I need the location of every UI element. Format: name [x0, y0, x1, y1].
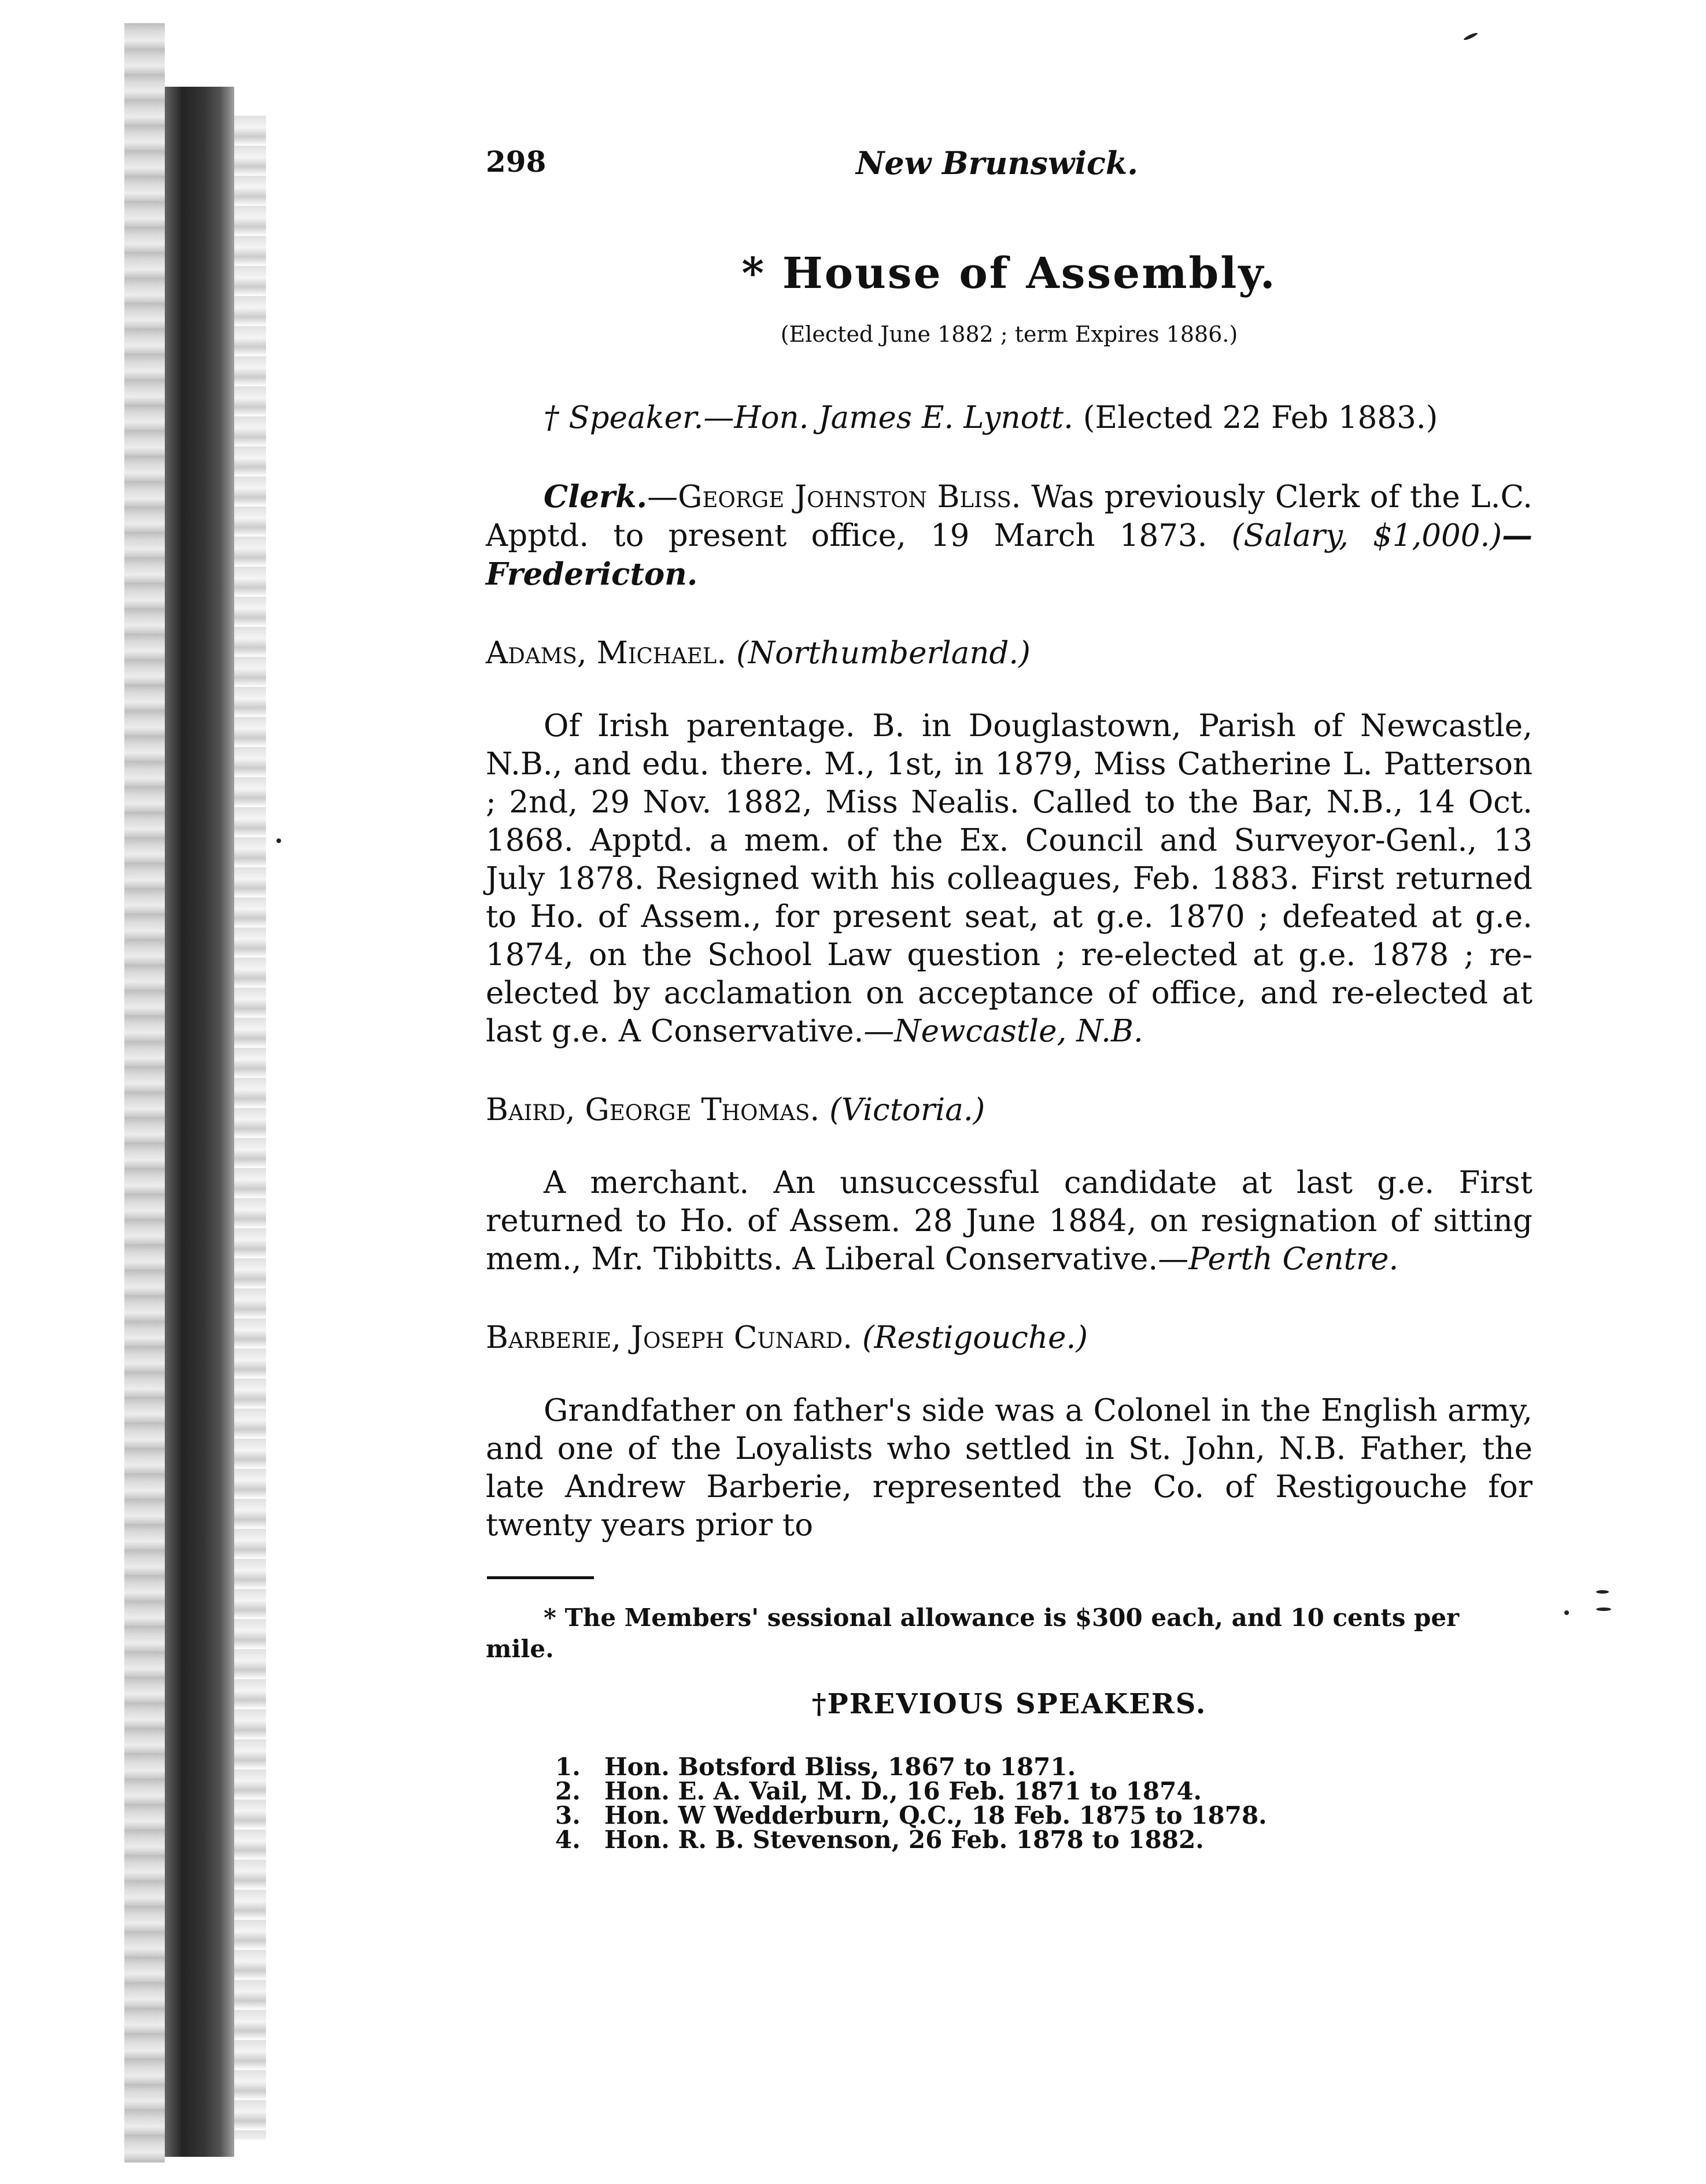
- section-title: * House of Assembly.: [741, 249, 1277, 298]
- member-name: Baird, George Thomas.: [486, 1092, 820, 1128]
- list-number: 4.: [555, 1825, 581, 1854]
- member-place: —Perth Centre.: [1158, 1241, 1399, 1277]
- page-content: [486, 145, 1533, 1852]
- member-place: —Newcastle, N.B.: [863, 1014, 1143, 1049]
- clerk-salary: (Salary, $1,000.): [1231, 518, 1502, 553]
- member-bio-text: Of Irish parentage. B. in Douglastown, Parish of Newcastle, N.B., and edu. there. M., 1st, in 1879, Miss Catherine L. Patterson ; 2nd, 29 Nov. 1882, Miss Nealis. Called to the Bar, N.B., 14 Oct. 1868. Apptd. a mem. of the Ex. Council and Surveyor-Genl., 13 July 1878. Resigned with his colleagues, Feb. 1883. First returned to Ho. of Assem., for present seat, at g.e. 1870 ; defeated at g.e. 1874, on the School Law question ; re-elected at g.e. 1878 ; re-elected by acclamation on acceptance of office, and re-elected at last g.e. A Conservative.: [486, 708, 1533, 1049]
- scan-speck: [1564, 1610, 1569, 1615]
- running-title: New Brunswick.: [856, 145, 1139, 182]
- list-text: Hon. R. B. Stevenson, 26 Feb. 1878 to 1882.: [604, 1825, 1204, 1854]
- previous-speakers-heading: †PREVIOUS SPEAKERS.: [811, 1688, 1207, 1720]
- list-text: Hon. E. A. Vail, M. D., 16 Feb. 1871 to 1874.: [604, 1777, 1202, 1805]
- clerk-role: Clerk.: [544, 479, 648, 515]
- member-bio: [486, 707, 1533, 1051]
- member-name: Adams, Michael.: [486, 635, 727, 671]
- speaker-name: —Hon. James E. Lynott.: [703, 400, 1073, 435]
- list-number: 2.: [555, 1777, 581, 1805]
- speaker-note: (Elected 22 Feb 1883.): [1083, 400, 1438, 435]
- member-bio-text: A merchant. An unsuccessful candidate at last g.e. First returned to Ho. of Assem. 28 June 1884, on resignation of sitting mem., Mr. Tibbitts. A Liberal Conservative.: [486, 1165, 1533, 1277]
- list-text: Hon. W Wedderburn, Q.C., 18 Feb. 1875 to 1878.: [604, 1801, 1267, 1830]
- member-district: (Northumberland.): [736, 635, 1031, 671]
- list-item: [555, 1779, 1533, 1804]
- list-item: [555, 1755, 1533, 1779]
- scan-speck: [276, 838, 281, 843]
- previous-speakers-list: [555, 1755, 1533, 1852]
- scan-noise-edge: [234, 116, 266, 2139]
- speaker-entry: [486, 399, 1533, 437]
- member-bio-text: Grandfather on father's side was a Colonel in the English army, and one of the Loyalists who settled in St. John, N.B. Father, the late Andrew Barberie, represented the Co. of Restigouche for twenty years prior to: [486, 1393, 1533, 1543]
- clerk-entry: [486, 478, 1533, 594]
- list-item: [555, 1801, 1533, 1830]
- member-bio: [486, 1164, 1533, 1278]
- member-name: Barberie, Joseph Cunard.: [486, 1320, 853, 1355]
- list-text: Hon. Botsford Bliss, 1867 to 1871.: [604, 1753, 1076, 1781]
- list-number: 3.: [555, 1801, 581, 1830]
- member-heading: [486, 634, 1533, 672]
- member-heading: [486, 1319, 1533, 1357]
- speaker-role: † Speaker.: [544, 400, 704, 435]
- scan-speck: [1463, 32, 1478, 41]
- list-item: [555, 1825, 1533, 1854]
- running-head: [486, 145, 1533, 197]
- clerk-text: Was previously Clerk of the L.C. Apptd. to present office, 19 March 1873.: [486, 479, 1533, 553]
- section-subtitle: (Elected June 1882 ; term Expires 1886.): [780, 321, 1238, 347]
- list-number: 1.: [555, 1753, 581, 1781]
- clerk-place: —Fredericton.: [486, 518, 1533, 592]
- member-bio: [486, 1392, 1533, 1544]
- footnote: * The Members' sessional allowance is $300 each, and 10 cents per mile.: [486, 1603, 1460, 1663]
- scan-speck: [1596, 1590, 1609, 1594]
- member-district: (Restigouche.): [862, 1320, 1088, 1355]
- scan-noise-dark: [165, 87, 234, 2157]
- scan-speck: [1596, 1607, 1611, 1611]
- member-district: (Victoria.): [829, 1092, 985, 1128]
- clerk-name: —George Johnston Bliss.: [647, 479, 1021, 515]
- member-heading: [486, 1091, 1533, 1129]
- footnote-rule: [487, 1576, 594, 1579]
- scan-noise-light: [124, 23, 165, 2163]
- page-number: 298: [486, 145, 546, 179]
- scan-binding-shadow: [0, 0, 278, 2184]
